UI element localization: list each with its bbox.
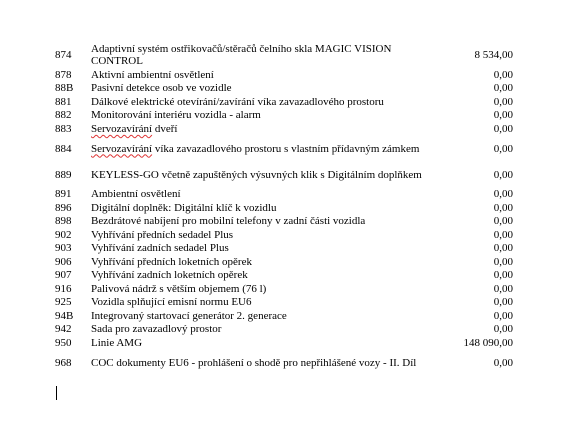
option-description: Monitorování interiéru vozidla - alarm: [91, 109, 261, 122]
option-code: 916: [55, 282, 72, 295]
option-price: 0,00: [493, 82, 513, 95]
text-cursor: [56, 386, 57, 400]
table-row: [55, 323, 513, 337]
option-description: Sada pro zavazadlový prostor: [91, 323, 222, 336]
option-price: 0,00: [493, 109, 513, 122]
option-price: 0,00: [493, 168, 513, 181]
option-description: Linie AMG: [91, 336, 143, 349]
option-code: 882: [55, 109, 72, 122]
option-description: Dálkové elektrické otevírání/zavírání víka zavazadlového prostoru: [91, 95, 384, 108]
table-row: [55, 201, 513, 215]
option-price: 0,00: [493, 323, 513, 336]
table-row: [55, 122, 513, 136]
option-price: 0,00: [493, 188, 513, 201]
table-row: [55, 296, 513, 310]
option-code: 925: [55, 296, 72, 309]
option-code: 950: [55, 336, 72, 349]
option-code: 942: [55, 323, 72, 336]
option-code: 902: [55, 228, 72, 241]
option-description: Vyhřívání předních loketních opěrek: [91, 255, 252, 268]
option-code: 883: [55, 122, 72, 135]
option-code: 874: [55, 49, 72, 61]
option-price: 0,00: [493, 215, 513, 228]
option-description: Vyhřívání zadních sedadel Plus: [91, 242, 229, 255]
option-code: 907: [55, 269, 72, 282]
option-price: 0,00: [493, 356, 513, 369]
table-row: [55, 336, 513, 350]
option-code: 884: [55, 142, 72, 155]
option-price: 0,00: [493, 142, 513, 155]
option-code: 889: [55, 168, 72, 181]
option-price: 8 534,00: [474, 49, 513, 61]
option-code: 878: [55, 68, 72, 81]
option-description: Servozavírání víka zavazadlového prostoru s vlastním přídavným zámkem: [91, 142, 420, 155]
option-description: Vozidla splňující emisní normu EU6: [91, 296, 252, 309]
table-row: [55, 215, 513, 229]
table-row: [55, 242, 513, 256]
option-price: 0,00: [493, 95, 513, 108]
table-row: [55, 68, 513, 82]
option-code: 898: [55, 215, 72, 228]
option-description: Pasivní detekce osob ve vozidle: [91, 82, 232, 95]
option-code: 94B: [55, 309, 74, 322]
options-table: [55, 42, 513, 376]
option-description: Bezdrátové nabíjení pro mobilní telefony v zadní části vozidla: [91, 215, 366, 228]
table-row: [55, 228, 513, 242]
option-description: Integrovaný startovací generátor 2. generace: [91, 309, 287, 322]
option-code: 881: [55, 95, 72, 108]
table-row: [55, 255, 513, 269]
option-price: 0,00: [493, 309, 513, 322]
option-code: 903: [55, 242, 72, 255]
option-price: 0,00: [493, 255, 513, 268]
option-description: Vyhřívání zadních loketních opěrek: [91, 269, 248, 282]
table-row: [55, 269, 513, 283]
table-row: [55, 350, 513, 376]
option-description: Servozavírání dveří: [91, 122, 178, 135]
option-price: 0,00: [493, 122, 513, 135]
table-row: [55, 309, 513, 323]
option-description: Ambientní osvětlení: [91, 188, 181, 201]
option-price: 0,00: [493, 68, 513, 81]
table-row: [55, 136, 513, 162]
option-code: 896: [55, 201, 72, 214]
table-row: [55, 95, 513, 109]
table-row: [55, 188, 513, 202]
option-price: 0,00: [493, 242, 513, 255]
option-description: Digitální doplněk: Digitální klíč k vozidlu: [91, 201, 277, 214]
option-description: Adaptivní systém ostřikovačů/stěračů čelního skla MAGIC VISION CONTROL: [91, 43, 392, 67]
option-price: 0,00: [493, 201, 513, 214]
option-price: 0,00: [493, 296, 513, 309]
option-description: KEYLESS-GO včetně zapuštěných výsuvných klik s Digitálním doplňkem: [91, 168, 422, 181]
table-row: [55, 82, 513, 96]
option-code: 891: [55, 188, 72, 201]
option-description: Palivová nádrž s větším objemem (76 l): [91, 282, 267, 295]
option-price: 148 090,00: [463, 336, 513, 349]
option-price: 0,00: [493, 228, 513, 241]
option-description: Vyhřívání předních sedadel Plus: [91, 228, 234, 241]
table-row: [55, 109, 513, 123]
option-code: 968: [55, 356, 72, 369]
spellcheck-word: Servozavírání: [91, 122, 153, 135]
option-price: 0,00: [493, 282, 513, 295]
option-description: Aktivní ambientní osvětlení: [91, 68, 214, 81]
table-row: [55, 162, 513, 188]
option-code: 88B: [55, 82, 74, 95]
option-code: 906: [55, 255, 72, 268]
option-description: COC dokumenty EU6 - prohlášení o shodě pro nepřihlášené vozy - II. Díl: [91, 356, 417, 369]
table-row: [55, 42, 513, 68]
spellcheck-word: Servozavírání: [91, 142, 153, 155]
option-price: 0,00: [493, 269, 513, 282]
table-row: [55, 282, 513, 296]
